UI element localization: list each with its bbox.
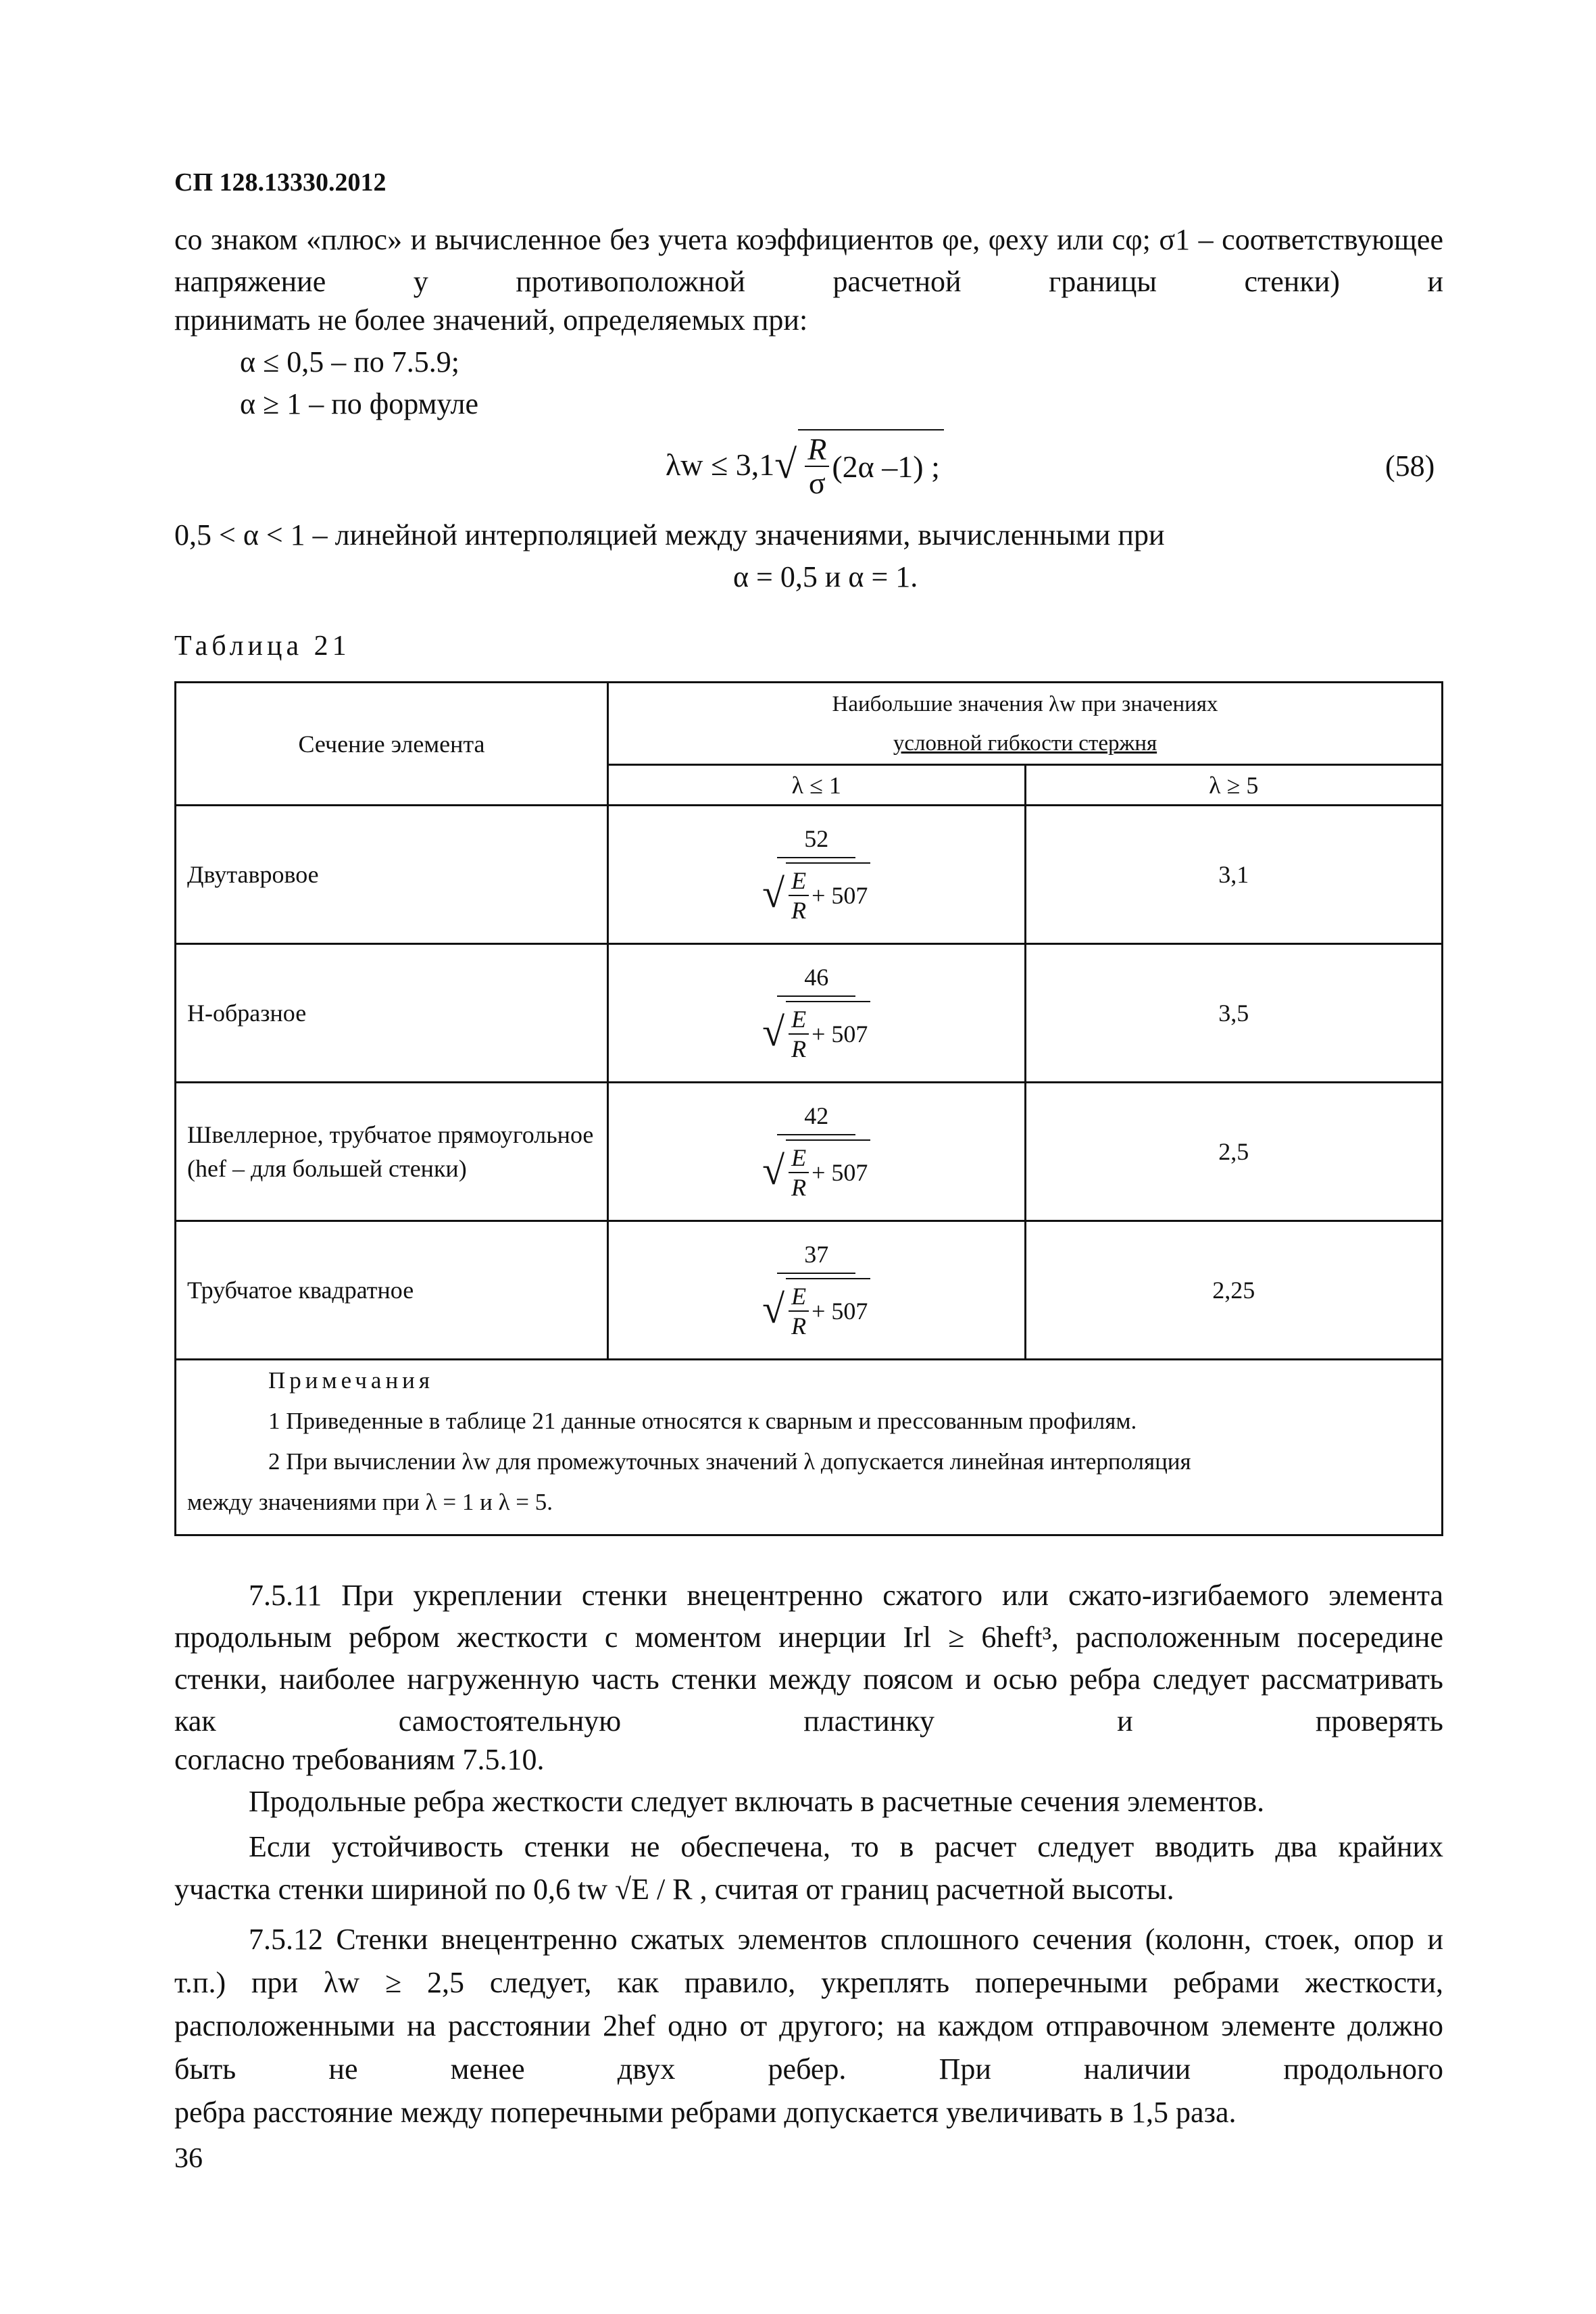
- table-header-group-line2: условной гибкости стержня: [893, 731, 1157, 756]
- table-header-group: [608, 683, 1443, 765]
- document-code: СП 128.13330.2012: [174, 168, 386, 197]
- formula-58-root: [774, 429, 944, 500]
- condition-alpha-ge-one: α ≥ 1 – по формуле: [240, 387, 478, 420]
- expression-add: + 507: [812, 1020, 868, 1048]
- table-cell-value: 2,25: [1025, 1221, 1443, 1360]
- formula-58-numerator: R: [805, 433, 829, 467]
- section-7-5-12-paragraph-end: ребра расстояние между поперечными ребрами допускается увеличивать в 1,5 раза.: [174, 2096, 1237, 2129]
- expression-add: + 507: [812, 1159, 868, 1186]
- radical-sign-icon: √: [762, 1010, 785, 1054]
- table-cell-section: Н-образное: [176, 944, 608, 1083]
- notes-title: Примечания: [268, 1367, 434, 1394]
- formula-58: [666, 420, 944, 508]
- equation-number: (58): [1385, 449, 1435, 483]
- table-cell-value: 2,5: [1025, 1083, 1443, 1221]
- table-caption: Таблица 21: [174, 631, 351, 662]
- table-row: [176, 1221, 1443, 1360]
- note-2: 2 При вычислении λw для промежуточных значений λ допускается линейная интерполяция: [268, 1448, 1191, 1475]
- table-row: [176, 1083, 1443, 1221]
- expression-r: R: [791, 1312, 807, 1339]
- radical-sign-icon: √: [762, 871, 785, 916]
- expression-e: E: [789, 1143, 809, 1173]
- section-7-5-11-paragraph: 7.5.11 При укреплении стенки внецентренно сжатого или сжато-изгибаемого элемента продольным ребром жесткости с моментом инерции Irl ≥ 6heft³, расположенным посередине стенки, наиболее нагруженную часть стенки между поясом и осью ребра следует рассматривать как самостоятельную пластинку и проверять: [174, 1579, 1443, 1738]
- table-cell-expression: [608, 806, 1026, 944]
- interpolation-rule: 0,5 < α < 1 – линейной интерполяцией между значениями, вычисленными при: [174, 518, 1165, 551]
- note-1: 1 Приведенные в таблице 21 данные относятся к сварным и прессованным профилям.: [268, 1408, 1137, 1434]
- table-row: [176, 944, 1443, 1083]
- table-subheader-lambda-le-1: λ ≤ 1: [608, 765, 1026, 806]
- expression-e: E: [789, 1282, 809, 1312]
- expression-e: E: [789, 1005, 809, 1035]
- expression-numerator: 37: [777, 1240, 855, 1274]
- formula-58-tail: (2α –1) ;: [832, 449, 940, 484]
- expression-r: R: [791, 897, 807, 924]
- table-cell-section: Швеллерное, трубчатое прямоугольное (hef – для большей стенки): [176, 1083, 608, 1221]
- note-2-continued: между значениями при λ = 1 и λ = 5.: [187, 1489, 553, 1515]
- formula-58-denominator: σ: [808, 466, 826, 500]
- expression-add: + 507: [812, 882, 868, 909]
- page-number: 36: [174, 2143, 203, 2174]
- table-cell-section: Трубчатое квадратное: [176, 1221, 608, 1360]
- interpolation-bounds: α = 0,5 и α = 1.: [733, 560, 918, 593]
- radical-sign-icon: √: [762, 1287, 785, 1331]
- table-cell-section: Двутавровое: [176, 806, 608, 944]
- expression-numerator: 46: [777, 963, 855, 997]
- table-21: [174, 681, 1443, 1536]
- intro-paragraph: со знаком «плюс» и вычисленное без учета коэффициентов φe, φexy или cφ; σ1 – соответствующее напряжение у противоположной расчетной границы стенки) и: [174, 223, 1443, 298]
- radical-sign-icon: √: [774, 442, 797, 487]
- intro-paragraph-end: принимать не более значений, определяемых при:: [174, 303, 808, 337]
- table-cell-value: 3,5: [1025, 944, 1443, 1083]
- expression-r: R: [791, 1174, 807, 1201]
- table-row: [176, 806, 1443, 944]
- table-header-section: Сечение элемента: [176, 683, 608, 806]
- condition-alpha-le-half: α ≤ 0,5 – по 7.5.9;: [240, 345, 459, 378]
- table-notes: [176, 1360, 1443, 1535]
- table-cell-expression: [608, 1083, 1026, 1221]
- table-header-group-line1: Наибольшие значения λw при значениях: [832, 691, 1218, 716]
- table-cell-expression: [608, 944, 1026, 1083]
- table-cell-expression: [608, 1221, 1026, 1360]
- expression-add: + 507: [812, 1298, 868, 1325]
- radical-sign-icon: √: [762, 1148, 785, 1193]
- section-7-5-12-paragraph: 7.5.12 Стенки внецентренно сжатых элементов сплошного сечения (колонн, стоек, опор и т.п.) при λw ≥ 2,5 следует, как правило, укреплять поперечными ребрами жесткости, расположенными на расстоянии 2hef одно от другого; на каждом отправочном элементе должно быть не менее двух ребер. При наличии продольного: [174, 1923, 1443, 2086]
- table-subheader-lambda-ge-5: λ ≥ 5: [1025, 765, 1443, 806]
- section-7-5-11-stiffeners: Продольные ребра жесткости следует включать в расчетные сечения элементов.: [249, 1785, 1265, 1818]
- section-7-5-11-stability-end: участка стенки шириной по 0,6 tw √E / R , считая от границ расчетной высоты.: [174, 1873, 1174, 1906]
- expression-numerator: 52: [777, 824, 855, 858]
- table-cell-value: 3,1: [1025, 806, 1443, 944]
- formula-58-lhs: λw ≤ 3,1: [666, 447, 775, 482]
- expression-e: E: [789, 866, 809, 896]
- expression-r: R: [791, 1035, 807, 1062]
- expression-numerator: 42: [777, 1102, 855, 1135]
- section-7-5-11-paragraph-end: согласно требованиям 7.5.10.: [174, 1743, 545, 1776]
- section-7-5-11-stability: Если устойчивость стенки не обеспечена, то в расчет следует вводить два крайних: [249, 1830, 1443, 1863]
